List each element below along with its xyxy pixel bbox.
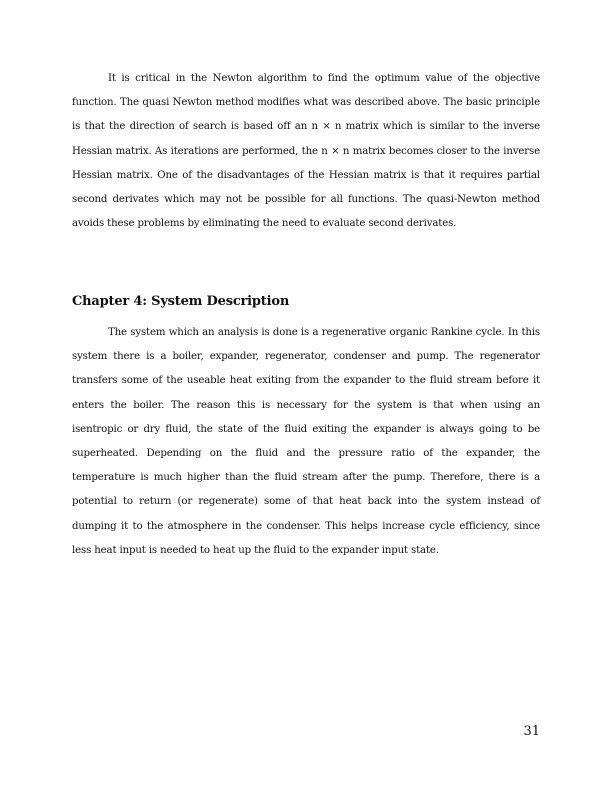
body-paragraph-system: The system which an analysis is done is a regenerative organic Rankine cycle. In this system there is a boiler, expander, regenerator, condenser and pump. The regenerator transfers some of the useable heat exiting from the expander to the fluid stream before it enters the boiler. The reason this is necessary for the system is that when using an isentropic or dry fluid, the state of the fluid exiting the expander is always going to be superheated. Depending on the fluid and the pressure ratio of the expander, the temperature is much higher than the fluid stream after the pump. Therefore, there is a potential to return (or regenerate) some of that heat back into the system instead of dumping it to the atmosphere in the condenser. This helps increase cycle efficiency, since less heat input is needed to heat up the fluid to the expander input state.: [72, 327, 540, 556]
body-paragraph-newton: It is critical in the Newton algorithm to find the optimum value of the objective function. The quasi Newton method modifies what was described above. The basic principle is that the direction of search is based off an n × n matrix which is similar to the inverse Hessian matrix. As iterations are performed, the n × n matrix becomes closer to the inverse Hessian matrix. One of the disadvantages of the Hessian matrix is that it requires partial second derivates which may not be possible for all functions. The quasi-Newton method avoids these problems by eliminating the need to evaluate second derivates.: [72, 73, 540, 230]
chapter-heading: Chapter 4: System Description: [72, 294, 290, 309]
page-number: 31: [523, 724, 540, 739]
